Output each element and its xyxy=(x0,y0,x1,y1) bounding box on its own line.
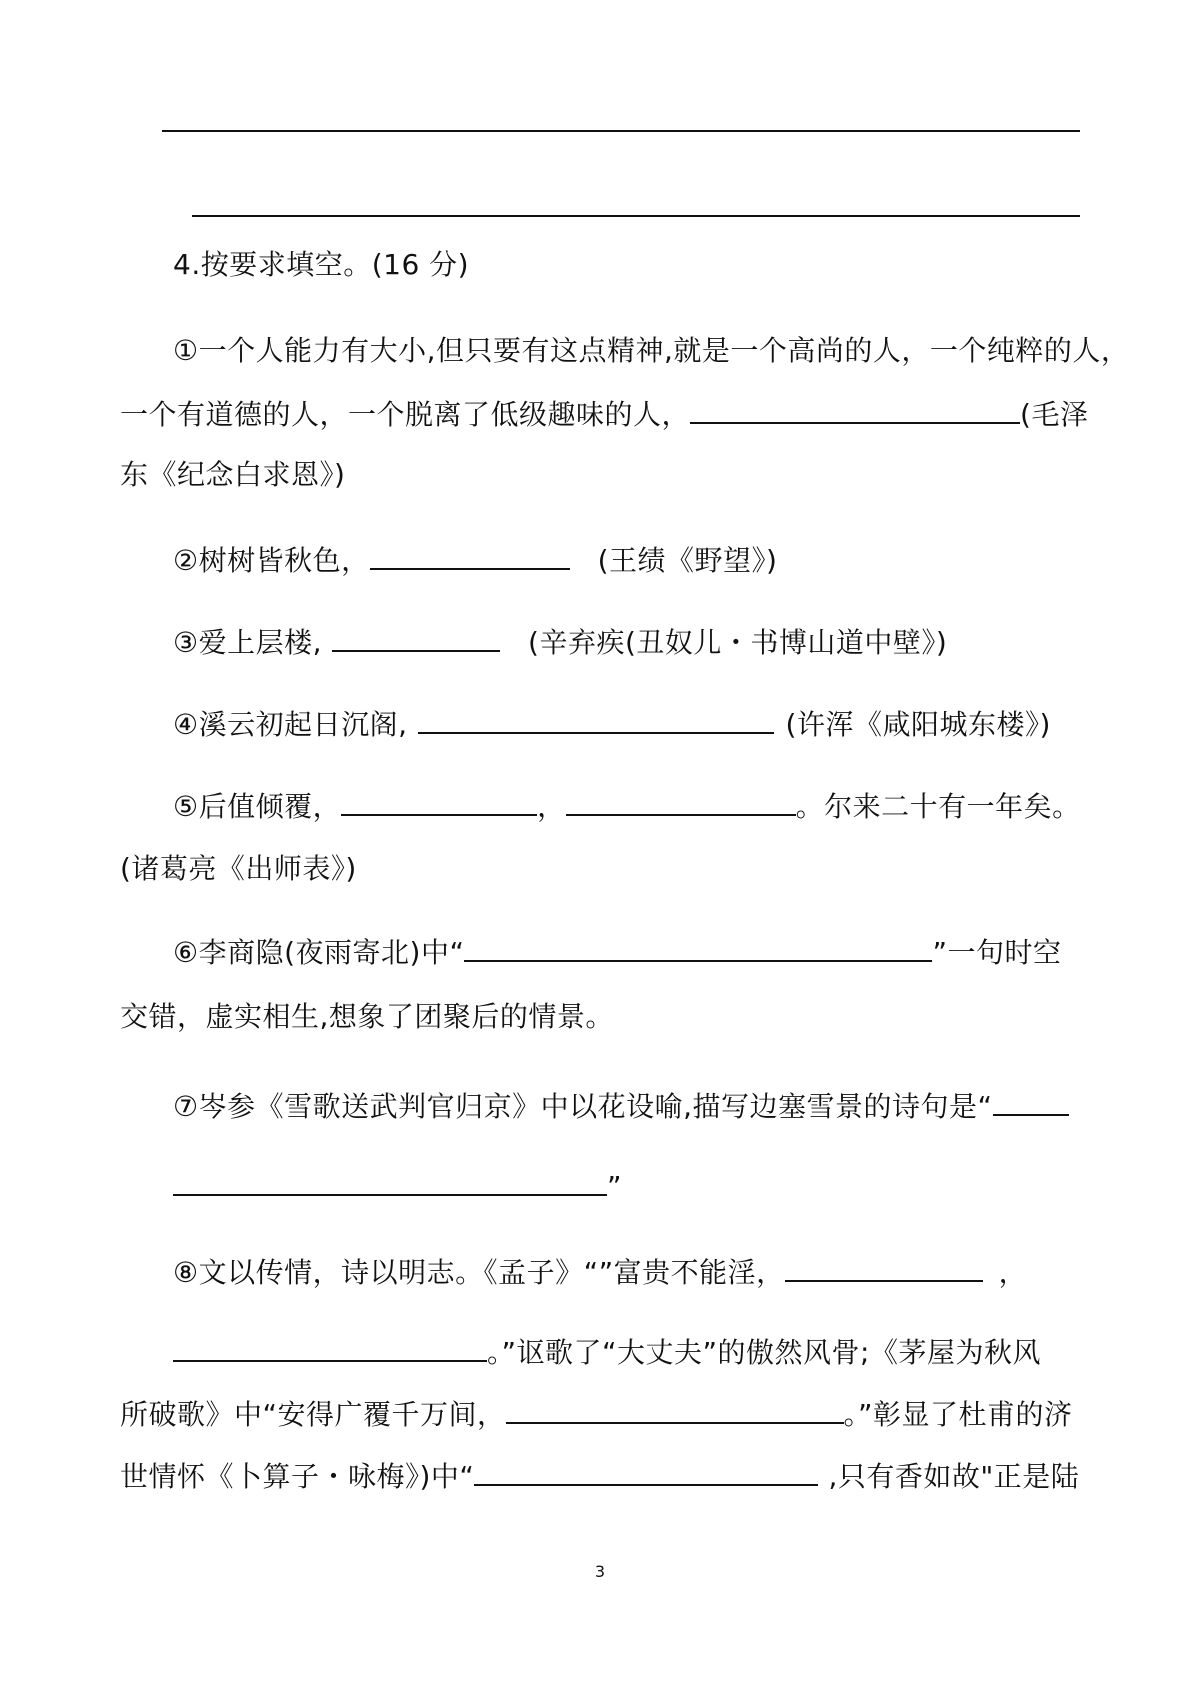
answer-line xyxy=(162,130,1080,132)
question-heading: 4.按要求填空。(16 分) xyxy=(173,248,470,281)
item-4: ④溪云初起日沉阁, (许浑《咸阳城东楼》) xyxy=(173,708,1051,741)
fill-blank[interactable] xyxy=(418,706,774,734)
item-2: ②树树皆秋色， (王绩《野望》) xyxy=(173,544,778,577)
fill-blank[interactable] xyxy=(690,396,1020,424)
fill-blank[interactable] xyxy=(332,624,500,652)
item-8-line-2: 。”讴歌了“大丈夫”的傲然风骨;《茅屋为秋风 xyxy=(173,1334,1041,1370)
item-1-line-1: ①一个人能力有大小,但只要有这点精神,就是一个高尚的人，一个纯粹的人， xyxy=(173,334,1130,367)
fill-blank[interactable] xyxy=(566,788,796,816)
item-7-line-2: ” xyxy=(173,1168,622,1204)
item-3: ③爱上层楼, (辛弃疾(丑奴儿・书博山道中壁》) xyxy=(173,626,948,659)
item-8-line-1: ⑧文以传情，诗以明志。《孟子》“”富贵不能淫， ， xyxy=(173,1256,1028,1289)
fill-blank[interactable] xyxy=(993,1088,1069,1116)
item-5-line-1: ⑤后值倾覆， ， 。尔来二十有一年矣。 xyxy=(173,790,1081,823)
page-number: 3 xyxy=(594,1562,606,1581)
fill-blank[interactable] xyxy=(341,788,537,816)
item-1-line-3: 东《纪念白求恩》) xyxy=(120,458,346,491)
fill-blank[interactable] xyxy=(173,1168,607,1196)
item-6-line-1: ⑥李商隐(夜雨寄北)中“ ”一句时空 xyxy=(173,936,1062,969)
fill-blank[interactable] xyxy=(474,1458,818,1486)
item-5-line-2: (诸葛亮《出师表》) xyxy=(120,852,357,885)
item-8-line-4: 世情怀《卜算子・咏梅》)中“ ,只有香如故"正是陆 xyxy=(120,1460,1080,1493)
fill-blank[interactable] xyxy=(370,542,570,570)
answer-line xyxy=(192,215,1080,217)
fill-blank[interactable] xyxy=(785,1254,983,1282)
fill-blank[interactable] xyxy=(506,1396,844,1424)
fill-blank[interactable] xyxy=(464,934,932,962)
item-1-line-2: 一个有道德的人，一个脱离了低级趣味的人， (毛泽 xyxy=(120,398,1089,431)
item-6-line-2: 交错，虚实相生,想象了团聚后的情景。 xyxy=(120,1000,614,1033)
item-8-line-3: 所破歌》中“安得广覆千万间， 。”彰显了杜甫的济 xyxy=(120,1398,1073,1431)
fill-blank[interactable] xyxy=(173,1334,487,1362)
item-7-line-1: ⑦岑参《雪歌送武判官归京》中以花设喻,描写边塞雪景的诗句是“ xyxy=(173,1088,1069,1124)
